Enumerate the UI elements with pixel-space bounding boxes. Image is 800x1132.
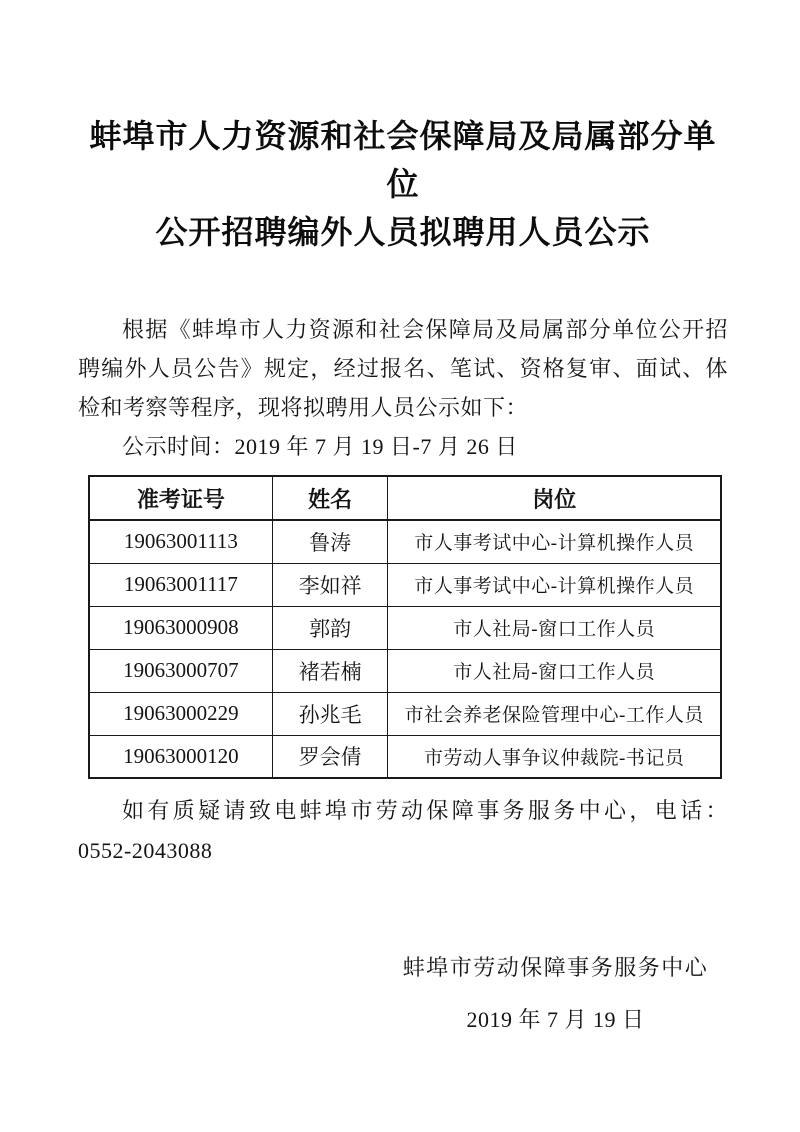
cell-exam-id: 19063000120 [89, 735, 272, 778]
cell-exam-id: 19063001113 [89, 520, 272, 563]
document-title-line1: 蚌埠市人力资源和社会保障局及局属部分单位 [89, 118, 717, 202]
table-header-row [89, 476, 721, 520]
cell-name: 褚若楠 [272, 649, 388, 692]
header-name: 姓名 [272, 476, 388, 520]
contact-paragraph [78, 791, 728, 871]
table-row [89, 520, 721, 563]
cell-position: 市人事考试中心-计算机操作人员 [388, 563, 721, 606]
document-title [78, 112, 728, 256]
signature-organization: 蚌埠市劳动保障事务服务中心 [402, 955, 709, 980]
cell-exam-id: 19063000707 [89, 649, 272, 692]
cell-position: 市人社局-窗口工作人员 [388, 649, 721, 692]
cell-position: 市社会养老保险管理中心-工作人员 [388, 692, 721, 735]
table-row [89, 692, 721, 735]
intro-paragraph: 根据《蚌埠市人力资源和社会保障局及局属部分单位公开招聘编外人员公告》规定，经过报名、笔试、资格复审、面试、体检和考察等程序，现将拟聘用人员公示如下： [78, 317, 728, 420]
table-row [89, 563, 721, 606]
signature-date: 2019 年 7 月 19 日 [466, 1007, 645, 1032]
document-title-line2: 公开招聘编外人员拟聘用人员公示 [155, 214, 651, 250]
cell-name: 孙兆毛 [272, 692, 388, 735]
cell-position: 市人事考试中心-计算机操作人员 [388, 520, 721, 563]
candidate-table [88, 475, 722, 779]
cell-exam-id: 19063000229 [89, 692, 272, 735]
cell-exam-id: 19063001117 [89, 563, 272, 606]
contact-text: 如有质疑请致电蚌埠市劳动保障事务服务中心，电话： [122, 798, 728, 823]
contact-phone: 0552-2043088 [78, 838, 213, 863]
cell-position: 市人社局-窗口工作人员 [388, 606, 721, 649]
cell-exam-id: 19063000908 [89, 606, 272, 649]
table-row [89, 606, 721, 649]
document-content [0, 112, 800, 1033]
cell-name: 李如祥 [272, 563, 388, 606]
header-exam-id: 准考证号 [89, 476, 272, 520]
cell-name: 罗会倩 [272, 735, 388, 778]
signature-block [383, 955, 728, 1033]
publicity-period: 公示时间：2019 年 7 月 19 日-7 月 26 日 [122, 434, 518, 459]
cell-name: 郭韵 [272, 606, 388, 649]
cell-name: 鲁涛 [272, 520, 388, 563]
header-position: 岗位 [388, 476, 721, 520]
table-row [89, 735, 721, 778]
table-row [89, 649, 721, 692]
cell-position: 市劳动人事争议仲裁院-书记员 [388, 735, 721, 778]
